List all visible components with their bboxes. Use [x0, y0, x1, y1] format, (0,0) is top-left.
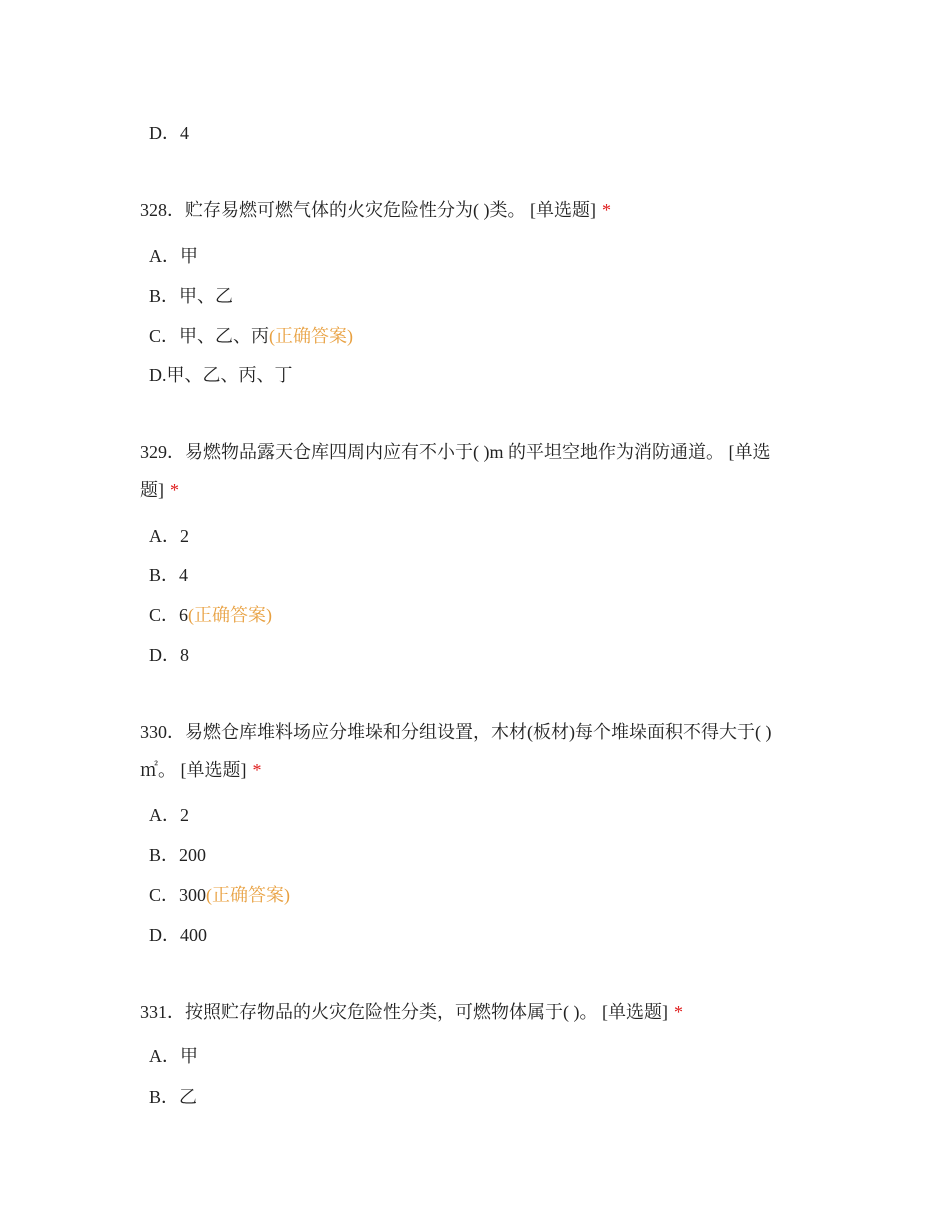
- option-label: A．: [149, 1046, 180, 1066]
- option-text: 2: [180, 805, 189, 825]
- question-number: 331．: [140, 1002, 185, 1022]
- option-d-previous: [149, 121, 189, 145]
- option-label: C．: [149, 326, 180, 346]
- required-asterisk: *: [602, 200, 611, 220]
- option-text: 甲: [180, 1046, 198, 1066]
- option-text: 乙: [179, 1087, 198, 1107]
- option-label: D．: [149, 925, 180, 945]
- question-type: [单选题]: [140, 442, 771, 500]
- option-text: 6: [179, 605, 189, 625]
- option-a: [149, 524, 189, 548]
- question-text: 按照贮存物品的火灾危险性分类，可燃物体属于( )。: [185, 1002, 598, 1022]
- question-type: [单选题]: [180, 760, 247, 780]
- option-a: [149, 1044, 198, 1068]
- correct-answer-mark: (正确答案): [188, 605, 273, 625]
- option-d: [149, 363, 293, 387]
- option-text: 4: [179, 565, 189, 585]
- option-label: C．: [149, 605, 180, 625]
- option-label: B．: [149, 286, 180, 306]
- option-text: 400: [180, 925, 207, 945]
- required-asterisk: *: [252, 760, 262, 780]
- question-type: [单选题]: [602, 1002, 668, 1022]
- option-b: [149, 284, 233, 308]
- option-text: 8: [180, 645, 189, 665]
- question-text: 易燃物品露天仓库四周内应有不小于( )m 的平坦空地作为消防通道。: [185, 442, 724, 462]
- option-text: 4: [180, 123, 189, 143]
- question-number: 330．: [140, 722, 185, 742]
- correct-answer-mark: (正确答案): [269, 326, 354, 346]
- option-c: [149, 883, 290, 907]
- question-330: [140, 713, 800, 789]
- required-asterisk: *: [170, 480, 179, 500]
- option-c: [149, 324, 353, 348]
- option-b: [149, 843, 206, 867]
- option-text: 300: [179, 885, 207, 905]
- option-text: 2: [180, 526, 189, 546]
- question-328: [140, 191, 800, 229]
- option-b: [149, 563, 188, 587]
- option-label: A．: [149, 246, 180, 266]
- option-label: A．: [149, 526, 180, 546]
- question-number: 329．: [140, 442, 185, 462]
- option-label: D.: [149, 365, 167, 385]
- question-329: [140, 433, 800, 509]
- question-331: [140, 993, 800, 1031]
- option-label: C．: [149, 885, 180, 905]
- option-label: B．: [149, 565, 180, 585]
- option-text: 200: [179, 845, 207, 865]
- option-a: [149, 803, 189, 827]
- question-text: 贮存易燃可燃气体的火灾危险性分为( )类。: [185, 200, 526, 220]
- option-text: 甲、乙、丙、丁: [166, 365, 293, 385]
- option-label: D．: [149, 645, 180, 665]
- correct-answer-mark: (正确答案): [206, 885, 291, 905]
- option-c: [149, 603, 272, 627]
- option-label: D．: [149, 123, 180, 143]
- option-label: B．: [149, 1087, 180, 1107]
- option-label: B．: [149, 845, 180, 865]
- option-b: [149, 1085, 197, 1109]
- option-text: 甲、乙、丙: [179, 326, 270, 346]
- option-text: 甲、乙: [179, 286, 234, 306]
- question-type: [单选题]: [530, 200, 596, 220]
- option-label: A．: [149, 805, 180, 825]
- option-text: 甲: [180, 246, 198, 266]
- option-a: [149, 244, 198, 268]
- required-asterisk: *: [674, 1002, 683, 1022]
- option-d: [149, 923, 207, 947]
- question-number: 328．: [140, 200, 185, 220]
- option-d: [149, 643, 189, 667]
- question-text: 易燃仓库堆料场应分堆垛和分组设置，木材(板材)每个堆垛面积不得大于( )㎡。: [140, 722, 772, 780]
